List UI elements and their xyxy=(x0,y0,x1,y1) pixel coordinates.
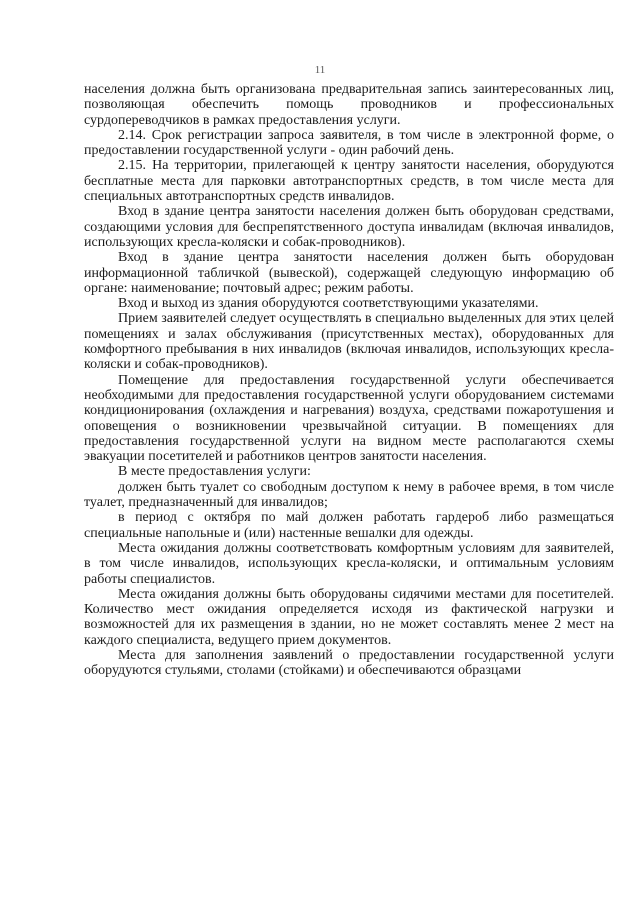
paragraph-toilet: должен быть туалет со свободным доступом к нему в рабочее время, в том числе туалет, предназначенный для инвалидов; xyxy=(84,479,614,511)
paragraph-application-places: Места для заполнения заявлений о предоставлении государственной услуги оборудуются стульями, столами (стойками) и обеспечиваются образцами xyxy=(84,647,614,679)
paragraph-entrance-signboard: Вход в здание центра занятости населения должен быть оборудован информационной табличкой (вывеской), содержащей следующую информацию об органе: наименование; почтовый адрес; режим работы. xyxy=(84,250,614,296)
document-body xyxy=(84,82,614,679)
paragraph-waiting-seats: Места ожидания должны быть оборудованы сидячими местами для посетителей. Количество мест ожидания определяется исходя из фактической нагрузки и возможностей для их размещения в здании, но не может составлять менее 2 мест на каждого специалиста, ведущего прием документов. xyxy=(84,586,614,648)
paragraph-premises-equipment: Помещение для предоставления государственной услуги обеспечивается необходимыми для предоставления государственной услуги оборудованием системами кондиционирования (охлаждения и нагревания) воздуха, средствами пожаротушения и оповещения о возникновении чрезвычайной ситуации. В помещениях для предоставления государственной услуги на видном месте располагаются схемы эвакуации посетителей и работников центров занятости населения. xyxy=(84,372,614,465)
paragraph-entrance-accessibility: Вход в здание центра занятости населения должен быть оборудован средствами, создающими условия для беспрепятственного доступа инвалидам (включая инвалидов, использующих кресла-коляски и собак-проводников). xyxy=(84,204,614,250)
paragraph-service-place-heading: В месте предоставления услуги: xyxy=(118,464,311,480)
paragraph-entry-exit-signs: Вход и выход из здания оборудуются соответствующими указателями. xyxy=(118,296,539,312)
paragraph-waiting-registration: населения должна быть организована предварительная запись заинтересованных лиц, позволяющая обеспечить помощь проводников и профессиональных сурдопереводчиков в рамках предоставления услуги. xyxy=(84,82,614,128)
paragraph-wardrobe: в период с октября по май должен работать гардероб либо размещаться специальные напольные и (или) настенные вешалки для одежды. xyxy=(84,510,614,541)
page-number: 11 xyxy=(314,64,326,76)
paragraph-reception-premises: Прием заявителей следует осуществлять в специально выделенных для этих целей помещениях и залах обслуживания (присутственных местах), оборудованных для комфортного пребывания в них инвалидов (включая инвалидов, использующих кресла-коляски и собак-проводников). xyxy=(84,311,614,373)
paragraph-2-14: 2.14. Срок регистрации запроса заявителя, в том числе в электронной форме, о предоставлении государственной услуги - один рабочий день. xyxy=(84,127,614,159)
paragraph-waiting-comfort: Места ожидания должны соответствовать комфортным условиям для заявителей, в том числе инвалидов, использующих кресла-коляски, и оптимальным условиям работы специалистов. xyxy=(84,540,614,587)
paragraph-2-15: 2.15. На территории, прилегающей к центру занятости населения, оборудуются бесплатные места для парковки автотранспортных средств, в том числе места для специальных автотранспортных средств инвалидов. xyxy=(84,158,614,205)
